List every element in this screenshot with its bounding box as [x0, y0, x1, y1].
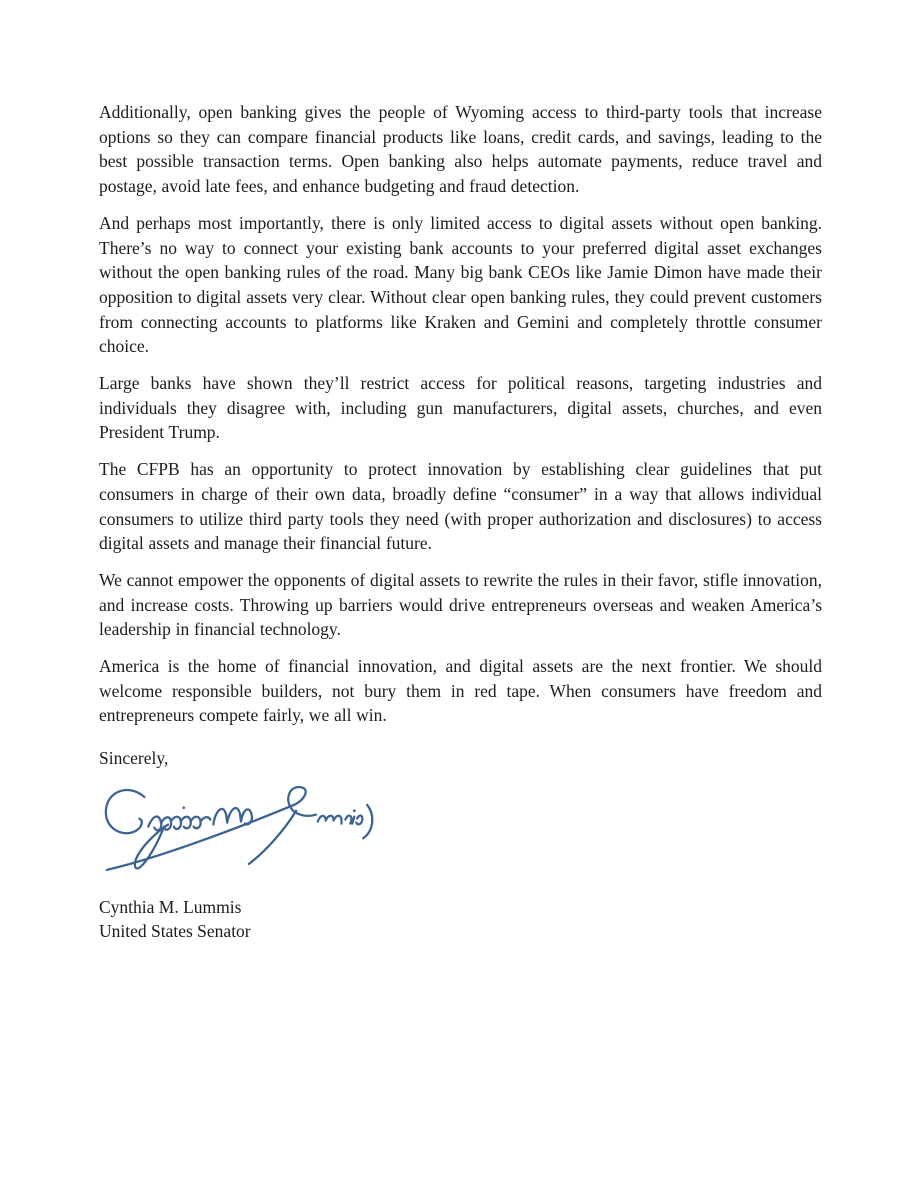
- letter-paragraph-2: And perhaps most importantly, there is only limited access to digital assets without open banking. There’s no way to connect your existing bank accounts to your preferred digital asset exchanges without the open banking rules of the road. Many big bank CEOs like Jamie Dimon have made their opposition to digital assets very clear. Without clear open banking rules, they could prevent customers from connecting accounts to platforms like Kraken and Gemini and completely throttle consumer choice.: [99, 212, 822, 357]
- letter-paragraph-6: America is the home of financial innovation, and digital assets are the next frontier. We should welcome responsible builders, not bury them in red tape. When consumers have freedom and entrepreneurs compete fairly, we all win.: [99, 656, 822, 726]
- letter-closing: Sincerely,: [99, 748, 169, 769]
- signer-title: United States Senator: [99, 920, 251, 941]
- signature-block: [99, 781, 379, 877]
- letter-paragraph-1: Additionally, open banking gives the people of Wyoming access to third-party tools that increase options so they can compare financial products like loans, credit cards, and savings, leading to the best possible transaction terms. Open banking also helps automate payments, reduce travel and postage, avoid late fees, and enhance budgeting and fraud detection.: [99, 102, 822, 197]
- signer-block: [99, 895, 822, 943]
- signer-name: Cynthia M. Lummis: [99, 896, 242, 917]
- letter-paragraph-5: We cannot empower the opponents of digital assets to rewrite the rules in their favor, stifle innovation, and increase costs. Throwing up barriers would drive entrepreneurs overseas and weaken America’s leadership in financial technology.: [99, 569, 822, 640]
- letter-paragraph-4: The CFPB has an opportunity to protect innovation by establishing clear guidelines that put consumers in charge of their own data, broadly define “consumer” in a way that allows individual consumers to utilize third party tools they need (with proper authorization and disclosures) to access digital assets and manage their financial future.: [99, 459, 822, 554]
- letter-paragraph-3: Large banks have shown they’ll restrict access for political reasons, targeting industries and individuals they disagree with, including gun manufacturers, digital assets, churches, and even President Trump.: [99, 373, 822, 443]
- letter-body: [99, 100, 822, 943]
- signature-image: [99, 781, 375, 875]
